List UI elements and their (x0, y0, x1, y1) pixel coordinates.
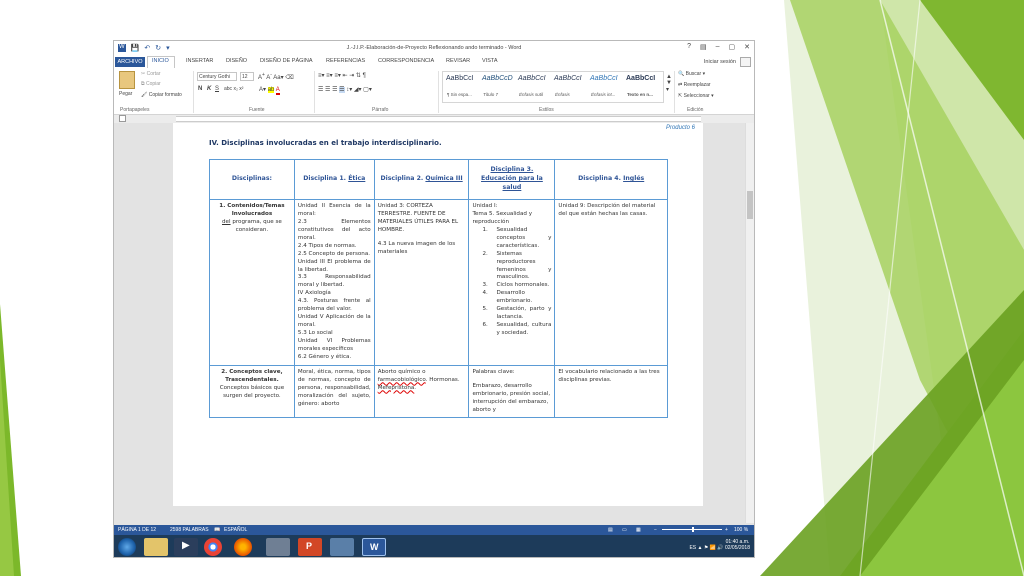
list-number: 4. (482, 290, 488, 297)
zoom-in-button[interactable]: + (725, 527, 728, 533)
tab-insertar[interactable]: INSERTAR (186, 58, 214, 64)
firefox-icon[interactable] (234, 538, 252, 556)
tray-icons[interactable]: ▲ ⚑ 📶 🔊 (697, 545, 725, 551)
tab-diseno[interactable]: DISEÑO (226, 58, 248, 64)
page-count[interactable]: PÁGINA 1 DE 12 (118, 527, 157, 533)
word-count[interactable]: 2598 PALABRAS (170, 527, 209, 533)
header-prefix: Disciplina 2. (380, 175, 426, 183)
header-prefix: Disciplina 3. (490, 166, 534, 174)
cell-line: 2.5 Concepto de persona. (297, 250, 371, 257)
list-text: Gestación, parto y lactancia. (496, 306, 552, 321)
header-prefix: Disciplina 1. (303, 175, 349, 183)
style-enfasis[interactable] (554, 75, 590, 103)
cell-etica-contenidos (294, 200, 374, 366)
cell-quimica-conceptos (374, 365, 469, 418)
cut-label: Cortar (146, 71, 161, 77)
text-effects-icon[interactable]: A▾ ab A (259, 87, 280, 93)
section-heading: IV. Disciplinas involucradas en el trabajo interdisciplinario. (209, 139, 442, 147)
replace-icon: ⇄ (678, 82, 683, 88)
cell-line: 2.3 Elementos constitutivos del acto moral. (297, 218, 371, 241)
tab-inicio[interactable]: INICIO (152, 58, 169, 64)
numbered-list (482, 227, 551, 338)
list-text: Desarrollo embrionario. (496, 290, 533, 305)
cell-salud-contenidos (469, 200, 555, 366)
paste-button[interactable]: Pegar (119, 91, 133, 97)
cell-line: 4.3. Posturas frente al problema del valor. (297, 298, 371, 313)
header-disciplina-2 (374, 160, 469, 200)
cell-line: 5.3 Lo social (297, 330, 333, 336)
row-head-underlined: del (222, 218, 231, 225)
group-estilos: Estilos (539, 107, 554, 113)
justify-icon[interactable]: ☰ (339, 87, 345, 93)
align-icons[interactable]: ☰ ☰ ☰ ☰ ↕▾ ◢▾ ▢▾ (318, 87, 372, 93)
print-layout-icon[interactable]: ▭ (622, 527, 627, 533)
zoom-slider-thumb[interactable] (692, 527, 694, 532)
scroll-thumb[interactable] (747, 191, 753, 219)
style-texto-negrita[interactable] (626, 75, 662, 103)
list-item (482, 290, 551, 306)
ribbon-display-button[interactable]: ▤ (699, 44, 707, 51)
cut-button[interactable]: ✂ Cortar (141, 71, 161, 77)
list-item (482, 306, 551, 322)
document-title: J.-J.I.P.-Elaboración-de-Proyecto Reflexionando ando terminado - Word (346, 45, 522, 51)
replace-label: Reemplazar (683, 82, 711, 88)
style-enfasis-sutil[interactable] (518, 75, 554, 103)
cell-line: 4.3 La nueva imagen de los materiales (377, 240, 456, 255)
redo-icon[interactable]: ↻ (155, 45, 162, 52)
close-button[interactable]: ✕ (744, 44, 750, 51)
row-head-subtitle (213, 219, 291, 235)
style-name: Texto en n... (627, 92, 653, 97)
system-tray (689, 539, 750, 551)
cell-text: . Hormonas. (425, 376, 460, 383)
cell-line: Unidad III El problema de la libertad. (297, 258, 371, 273)
style-name: Énfasis (555, 92, 570, 97)
group-parrafo: Párrafo (372, 107, 389, 113)
copy-button[interactable]: ⧉ Copiar (141, 81, 161, 87)
ribbon-tabs (114, 56, 754, 68)
zoom-level[interactable]: 100 % (734, 527, 749, 533)
tab-referencias[interactable]: REFERENCIAS (326, 58, 366, 64)
cell-etica-conceptos: Moral, ética, norma, tipos de normas, concepto de persona, responsabilidad, moralización del sujeto, género: aborto (294, 365, 374, 418)
select-icon: ⇱ (678, 93, 683, 99)
style-enfasis-intenso[interactable] (590, 75, 626, 103)
paste-icon[interactable] (119, 71, 135, 89)
header-disciplinas: Disciplinas: (210, 160, 295, 200)
row-head-subtitle: Conceptos básicos que surgen del proyecto. (219, 384, 285, 399)
input-language[interactable]: ES (689, 545, 697, 551)
header-disciplina-3 (469, 160, 555, 200)
list-item (482, 251, 551, 283)
clock-date: 02/05/2018 (724, 545, 750, 551)
row-head-title: 2. Conceptos clave, Trascendentales. (221, 368, 283, 383)
row-head-rest: programa, que se consideran. (230, 218, 282, 233)
style-sin-espaciado[interactable] (446, 75, 482, 103)
status-bar (114, 525, 754, 535)
web-layout-icon[interactable]: ▦ (636, 527, 641, 533)
find-label: Buscar (685, 71, 702, 77)
cell-line: Embarazo, desarrollo embrionario, presión social, interrupción del embarazo, aborto y (472, 382, 551, 413)
header-disciplina-1 (294, 160, 374, 200)
word-taskbar-icon[interactable]: W (362, 538, 386, 556)
misspelled-word: farmacobiológico (377, 376, 426, 383)
cell-salud-conceptos (469, 365, 555, 418)
clock-time: 01:40 a.m. (725, 539, 750, 545)
highlight-icon[interactable]: ab (267, 87, 275, 93)
cell-text: . (414, 384, 417, 391)
header-disciplina-4 (555, 160, 668, 200)
find-icon: 🔍 (678, 71, 685, 77)
read-mode-icon[interactable]: ▤ (608, 527, 613, 533)
help-button[interactable]: ? (687, 43, 691, 50)
taskbar (114, 535, 754, 558)
underline-button[interactable]: S (215, 86, 220, 92)
font-color-icon[interactable]: A (275, 87, 280, 93)
cell-line: Unidad II Esencia de la moral: (297, 203, 371, 217)
cell-line: 3.3 Responsabilidad moral y libertad. (297, 274, 371, 289)
window-switcher-icon[interactable] (330, 538, 354, 556)
font-size-select[interactable]: 12 (240, 72, 254, 81)
list-item (482, 282, 551, 290)
tab-diseno-pagina[interactable]: DISEÑO DE PÁGINA (260, 58, 313, 64)
restore-button[interactable]: ▢ (728, 44, 736, 51)
list-number: 2. (482, 250, 488, 257)
list-number: 5. (482, 306, 488, 313)
select-button[interactable]: ⇱ Seleccionar ▾ (678, 93, 714, 99)
list-item (482, 322, 551, 338)
header-prefix: Disciplina 4. (578, 175, 624, 183)
cell-line: IV Axiología (297, 290, 331, 297)
row-head-title: 1. Contenidos/Temas Involucrados (219, 203, 285, 217)
list-text: Sistemas reproductores femeninos y masculinos. (496, 250, 552, 281)
proofing-icon[interactable]: 📖 (214, 527, 221, 533)
format-painter-button[interactable]: 🖌 Copiar formato (141, 92, 182, 98)
save-icon[interactable]: 💾 (130, 45, 140, 52)
cell-ingles-contenidos: Unidad 9: Descripción del material del que están hechas las casas. (555, 200, 668, 366)
style-name: Título 7 (483, 92, 499, 97)
table-header-row (210, 160, 668, 200)
tab-vista[interactable]: VISTA (482, 58, 498, 64)
cell-line: Tema 5. Sexualidad y reproducción (472, 210, 533, 225)
list-item (482, 227, 551, 251)
table-row (210, 365, 668, 418)
group-portapapeles: Portapapeles (120, 107, 150, 113)
cell-line: 2.4 Tipos de normas. (297, 242, 357, 249)
list-text: Ciclos hormonales. (496, 282, 550, 289)
tab-revisar[interactable]: REVISAR (446, 58, 471, 64)
tab-selector-icon[interactable] (119, 115, 126, 122)
list-text: Sexualidad, cultura y sociedad. (496, 322, 552, 336)
table-row (210, 200, 668, 366)
cell-quimica-contenidos (374, 200, 469, 366)
horizontal-ruler[interactable] (114, 115, 754, 123)
row-head-contenidos (210, 200, 295, 366)
vertical-scrollbar[interactable] (745, 123, 754, 523)
document-page[interactable] (173, 123, 703, 506)
misspelled-word: Mefepristona (377, 384, 415, 391)
style-sample: AaBbCcI (590, 75, 618, 82)
product-label: Producto 6 (665, 125, 695, 131)
file-explorer-icon[interactable] (144, 538, 168, 556)
cell-line: 6.2 Género y ética. (297, 353, 352, 360)
header-subject: Educación para la salud (481, 175, 543, 191)
word-window (113, 40, 755, 558)
title-bar (114, 41, 754, 56)
italic-button[interactable]: K (207, 86, 212, 92)
clock[interactable] (725, 539, 750, 551)
style-titulo-7[interactable] (482, 75, 518, 103)
cell-line: Palabras clave: (472, 368, 515, 375)
list-icons[interactable]: ≡▾ ≡▾ ≡▾ ⇤ ⇥ ⇅ ¶ (318, 73, 366, 79)
cell-line: Unidad VI Problemas morales específicos (297, 337, 371, 352)
photos-icon[interactable] (266, 538, 290, 556)
format-painter-label: Copiar formato (148, 92, 182, 98)
ruler-strip (176, 116, 701, 122)
style-name: ¶ Sin espa... (447, 92, 472, 97)
copy-label: Copiar (145, 81, 161, 87)
tab-archivo[interactable]: ARCHIVO (115, 57, 145, 67)
list-number: 6. (482, 322, 488, 329)
sign-in-link[interactable]: Iniciar sesión (703, 59, 736, 65)
chrome-icon[interactable] (204, 538, 222, 556)
language-indicator[interactable]: ESPAÑOL (224, 527, 248, 533)
style-sample: AaBbCcI (446, 75, 474, 82)
cell-line: Unidad V Aplicación de la moral. (297, 314, 371, 329)
customize-icon[interactable]: ▾ (166, 45, 170, 52)
bold-button[interactable]: N (198, 86, 203, 92)
list-number: 1. (482, 226, 488, 233)
styles-more-icon[interactable]: ▲ ▼ ▾ (666, 74, 672, 93)
style-sample: AaBbCcD (482, 75, 513, 82)
header-subject: Ética (348, 175, 366, 183)
cell-text: Aborto químico o (377, 368, 426, 375)
replace-button[interactable] (678, 82, 711, 88)
font-grow-icon[interactable]: A+ A- Aa▾ ⌫ (258, 72, 294, 81)
style-sample: AaBbCcI (554, 75, 582, 82)
font-name-select[interactable]: Century Gothi (197, 72, 237, 81)
list-text: Sexualidad conceptos y características. (496, 226, 552, 249)
cell-line: Unidad 3: CORTEZA TERRESTRE. FUENTE DE MATERIALES ÚTILES PARA EL HOMBRE. (377, 203, 459, 233)
avatar[interactable] (740, 57, 751, 67)
group-fuente: Fuente (249, 107, 265, 113)
undo-icon[interactable]: ↶ (144, 45, 151, 52)
zoom-out-button[interactable]: − (654, 527, 657, 533)
style-sample: AaBbCcI (518, 75, 546, 82)
ribbon (114, 68, 754, 115)
select-label: Seleccionar (683, 93, 710, 99)
minimize-button[interactable]: – (715, 43, 720, 50)
disciplines-table (209, 159, 668, 418)
styles-gallery (442, 71, 664, 103)
strike-subscript-icons[interactable]: abc x₂ x² (224, 86, 244, 92)
tab-correspondencia[interactable]: CORRESPONDENCIA (378, 58, 435, 64)
group-edicion: Edición (687, 107, 704, 113)
header-subject: Química III (425, 175, 463, 183)
window-controls (687, 43, 750, 51)
word-logo-icon: W (119, 44, 125, 50)
start-button[interactable] (118, 538, 136, 556)
cell-line: Unidad I: (472, 203, 498, 209)
row-head-conceptos (210, 365, 295, 418)
powerpoint-icon[interactable]: P (298, 538, 322, 556)
media-player-icon[interactable]: ▶ (174, 538, 198, 556)
style-name: Énfasis sutil (519, 92, 544, 97)
find-button[interactable]: 🔍 Buscar ▾ (678, 71, 706, 77)
style-sample: AaBbCcI (626, 75, 656, 82)
cell-ingles-conceptos: El vocabulario relacionado a las tres disciplinas previas. (555, 365, 668, 418)
list-number: 3. (482, 282, 488, 289)
style-name: Énfasis int... (591, 92, 616, 97)
header-subject: Inglés (623, 175, 645, 183)
